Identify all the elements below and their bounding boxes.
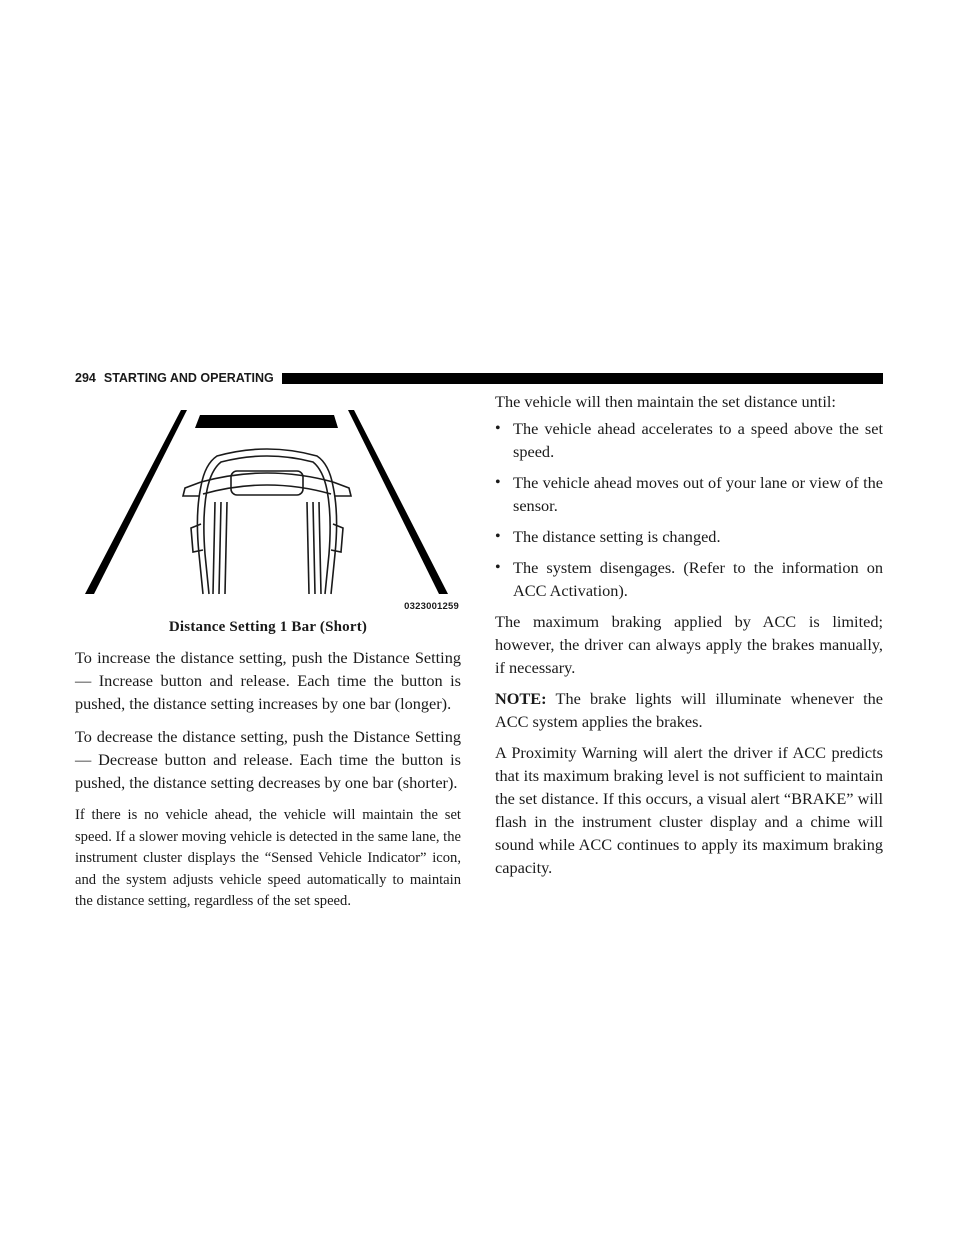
section-title: STARTING AND OPERATING [103, 371, 274, 385]
figure-distance-setting [75, 404, 461, 612]
page-number: 294 [75, 371, 96, 385]
note-paragraph [495, 687, 883, 733]
list-item: • The distance setting is changed. [495, 527, 721, 546]
paragraph-proximity: A Proximity Warning will alert the driver if ACC predicts that its maximum braking level is not sufficient to maintain the set distance. If this occurs, a visual alert “BRAKE” will flash in the instrument cluster display and a chime will sound while ACC continues to apply its maximum braking capacity. [495, 743, 883, 877]
header-rule [282, 373, 883, 384]
page-header [75, 371, 883, 385]
note-text: The brake lights will illuminate whenever the ACC system applies the brakes. [495, 689, 883, 731]
left-column [75, 404, 461, 913]
bullet-icon: • [495, 420, 501, 437]
bullet-icon: • [495, 474, 501, 491]
paragraph-intro: The vehicle will then maintain the set distance until: [495, 392, 836, 411]
list-item: • The system disengages. (Refer to the information on ACC Activation). [495, 558, 883, 600]
list-item: • The vehicle ahead moves out of your lane or view of the sensor. [495, 473, 883, 515]
paragraph-decrease: To decrease the distance setting, push the Distance Setting — Decrease button and release. Each time the button is pushed, the distance setting decreases by one bar (shorter). [75, 727, 461, 792]
paragraph-braking: The maximum braking applied by ACC is limited; however, the driver can always apply the brakes manually, if necessary. [495, 612, 883, 677]
paragraph-increase: To increase the distance setting, push the Distance Setting — Increase button and release. Each time the button is pushed, the distance setting increases by one bar (longer). [75, 648, 461, 713]
note-label: NOTE: [495, 689, 547, 708]
figure-caption: Distance Setting 1 Bar (Short) [168, 619, 368, 635]
figure-id: 0323001259 [404, 601, 459, 612]
paragraph-no-vehicle: If there is no vehicle ahead, the vehicle will maintain the set speed. If a slower moving vehicle is detected in the same lane, the instrument cluster displays the “Sensed Vehicle Indicator” icon, and the system adjusts vehicle speed automatically to maintain the distance setting, regardless of the set speed. [75, 807, 461, 909]
bullet-icon: • [495, 559, 501, 576]
right-column [495, 390, 883, 879]
bullet-icon: • [495, 528, 501, 545]
conditions-list [495, 417, 883, 602]
list-item: • The vehicle ahead accelerates to a speed above the set speed. [495, 419, 883, 461]
vehicle-top-view-with-distance-bar-icon [75, 404, 461, 598]
